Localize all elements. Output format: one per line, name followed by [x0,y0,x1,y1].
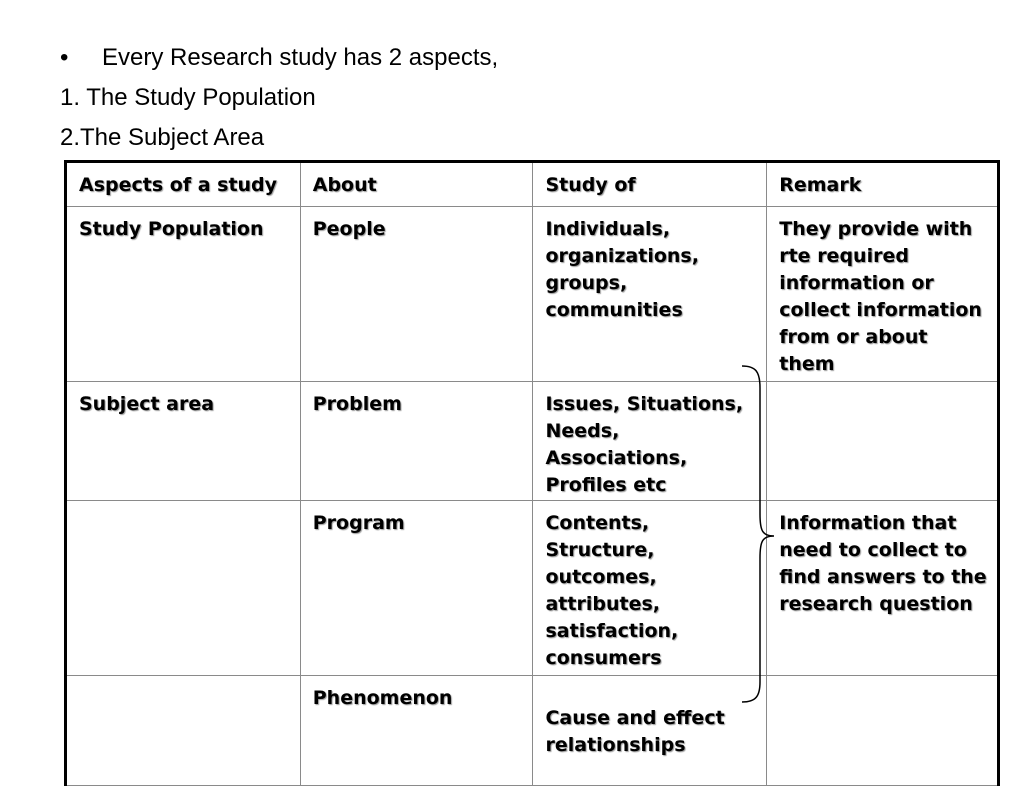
header-remark: Remark [767,162,999,207]
table-row [66,501,999,676]
cell-about: Phenomenon [300,676,533,786]
cell-study-of: Contents, Structure, outcomes, attributes, satisfaction, consumers [533,501,767,676]
cell-remark: Information that need to collect to find answers to the research question [767,501,999,676]
cell-remark [767,382,999,501]
header-study-of: Study of [533,162,767,207]
intro-bullet [60,44,498,72]
cell-about: People [300,207,533,382]
table-header-row [66,162,999,207]
cell-remark [767,676,999,786]
curly-brace-icon [738,364,778,704]
cell-about: Problem [300,382,533,501]
cell-study-of: Individuals, organizations, groups, communities [533,207,767,382]
header-aspects: Aspects of a study [66,162,301,207]
table-row [66,676,999,786]
cell-study-of-text: Cause and effect relationships [545,707,725,756]
intro-line-subject-area: 2.The Subject Area [60,124,265,151]
cell-aspect [66,501,301,676]
cell-aspect: Study Population [66,207,301,382]
intro-bullet-text: Every Research study has 2 aspects, [102,44,499,71]
cell-aspect [66,676,301,786]
table-row [66,207,999,382]
bullet-icon: • [60,44,69,71]
cell-remark: They provide with rte required information or collect information from or about them [767,207,999,382]
cell-study-of: Issues, Situations, Needs, Associations, Profiles etc [533,382,767,501]
cell-aspect: Subject area [66,382,301,501]
header-about: About [300,162,533,207]
table-row [66,382,999,501]
intro-line-study-population: 1. The Study Population [60,84,316,111]
aspects-table [64,160,1000,786]
cell-study-of [533,676,767,786]
cell-about: Program [300,501,533,676]
